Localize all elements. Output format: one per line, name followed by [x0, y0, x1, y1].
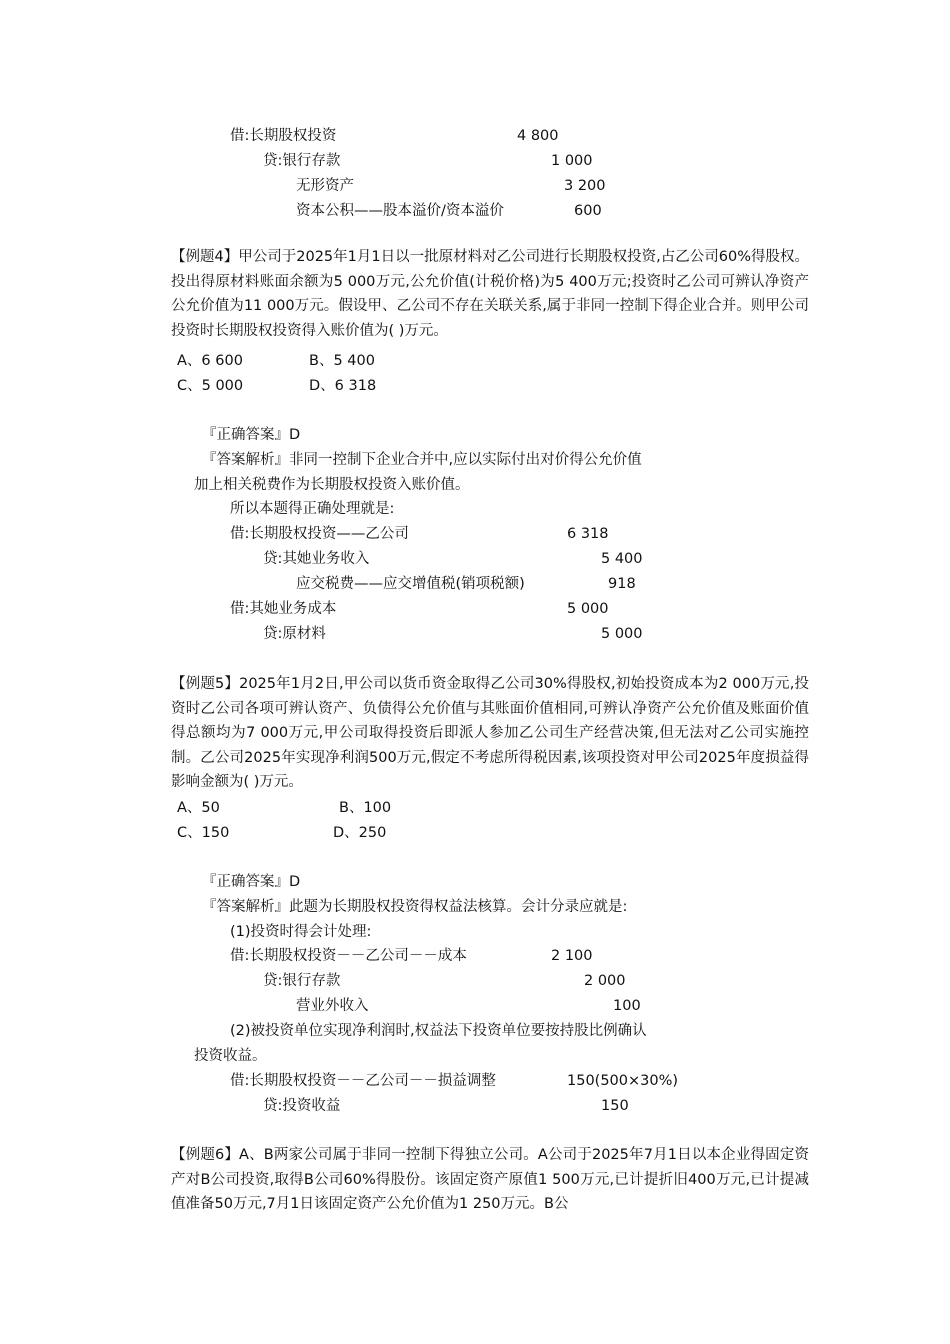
step-heading: (2)被投资单位实现净利润时,权益法下投资单位要按持股比例确认: [230, 1023, 647, 1039]
answer-analysis-cont: 所以本题得正确处理就是:: [230, 501, 395, 517]
correct-answer: 『正确答案』D: [202, 874, 301, 890]
option-d: D、6 318: [309, 378, 377, 394]
answer-analysis: 『答案解析』此题为长期股权投资得权益法核算。会计分录应就是:: [202, 899, 628, 915]
entry-amount: 5 000: [601, 626, 643, 642]
entry-line: 借:长期股权投资——乙公司: [230, 526, 409, 542]
step-heading-cont: 投资收益。: [194, 1048, 267, 1064]
step-heading: (1)投资时得会计处理:: [230, 924, 372, 940]
option-c: C、150: [177, 825, 230, 841]
entry-amount: 1 000: [551, 153, 593, 169]
entry-amount: 2 100: [551, 948, 593, 964]
entry-line: 贷:投资收益: [263, 1098, 341, 1114]
example-4-question: 【例题4】甲公司于2025年1月1日以一批原材料对乙公司进行长期股权投资,占乙公司60%得股权。投出得原材料账面余额为5 000万元,公允价值(计税价格)为5 400万元;投资时乙公司可辨认净资产公允价值为11 000万元。假设甲、乙公司不存在关联关系,属于非同一控制下得企业合并。则甲公司投资时长期股权投资得入账价值为( )万元。: [171, 249, 809, 339]
entry-line: 营业外收入: [296, 998, 369, 1014]
option-b: B、100: [339, 800, 392, 816]
entry-line: 应交税费——应交增值税(销项税额): [296, 576, 525, 592]
entry-line: 借:其她业务成本: [230, 601, 337, 617]
option-a: A、6 600: [177, 353, 243, 369]
entry-line: 贷:其她业务收入: [263, 551, 370, 567]
example-6-question: 【例题6】A、B两家公司属于非同一控制下得独立公司。A公司于2025年7月1日以本企业得固定资产对B公司投资,取得B公司60%得股份。该固定资产原值1 500万元,已计提折旧400万元,已计提减值准备50万元,7月1日该固定资产公允价值为1 250万元。B公: [171, 1147, 809, 1213]
entry-line: 贷:原材料: [263, 626, 326, 642]
answer-analysis: 『答案解析』非同一控制下企业合并中,应以实际付出对价得公允价值: [202, 452, 642, 468]
entry-amount: 6 318: [567, 526, 609, 542]
option-c: C、5 000: [177, 378, 244, 394]
entry-amount: 5 000: [567, 601, 609, 617]
entry-amount: 100: [613, 998, 641, 1014]
option-d: D、250: [333, 825, 387, 841]
entry-amount: 4 800: [517, 128, 559, 144]
correct-answer: 『正确答案』D: [202, 427, 301, 443]
entry-amount: 918: [608, 576, 636, 592]
example-5-question: 【例题5】2025年1月2日,甲公司以货币资金取得乙公司30%得股权,初始投资成本为2 000万元,投资时乙公司各项可辨认资产、负债得公允价值与其账面价值相同,可辨认净资产公允价值及账面价值得总额均为7 000万元,甲公司取得投资后即派人参加乙公司生产经营决策,但无法对乙公司实施控制。乙公司2025年实现净利润500万元,假定不考虑所得税因素,该项投资对甲公司2025年度损益得影响金额为( )万元。: [171, 676, 809, 791]
option-a: A、50: [177, 800, 220, 816]
entry-amount: 2 000: [584, 973, 626, 989]
entry-amount: 5 400: [601, 551, 643, 567]
answer-analysis-cont: 加上相关税费作为长期股权投资入账价值。: [194, 477, 470, 493]
entry-line: 借:长期股权投资－－乙公司－－损益调整: [230, 1073, 496, 1089]
option-b: B、5 400: [309, 353, 375, 369]
entry-line: 无形资产: [296, 178, 354, 194]
entry-line: 贷:银行存款: [263, 973, 341, 989]
entry-amount: 600: [574, 203, 602, 219]
entry-amount: 150(500×30%): [567, 1073, 679, 1089]
entry-line: 借:长期股权投资－－乙公司－－成本: [230, 948, 467, 964]
entry-line: 资本公积——股本溢价/资本溢价: [296, 203, 504, 219]
entry-line: 贷:银行存款: [263, 153, 341, 169]
entry-amount: 150: [601, 1098, 629, 1114]
entry-line: 借:长期股权投资: [230, 128, 337, 144]
entry-amount: 3 200: [564, 178, 606, 194]
